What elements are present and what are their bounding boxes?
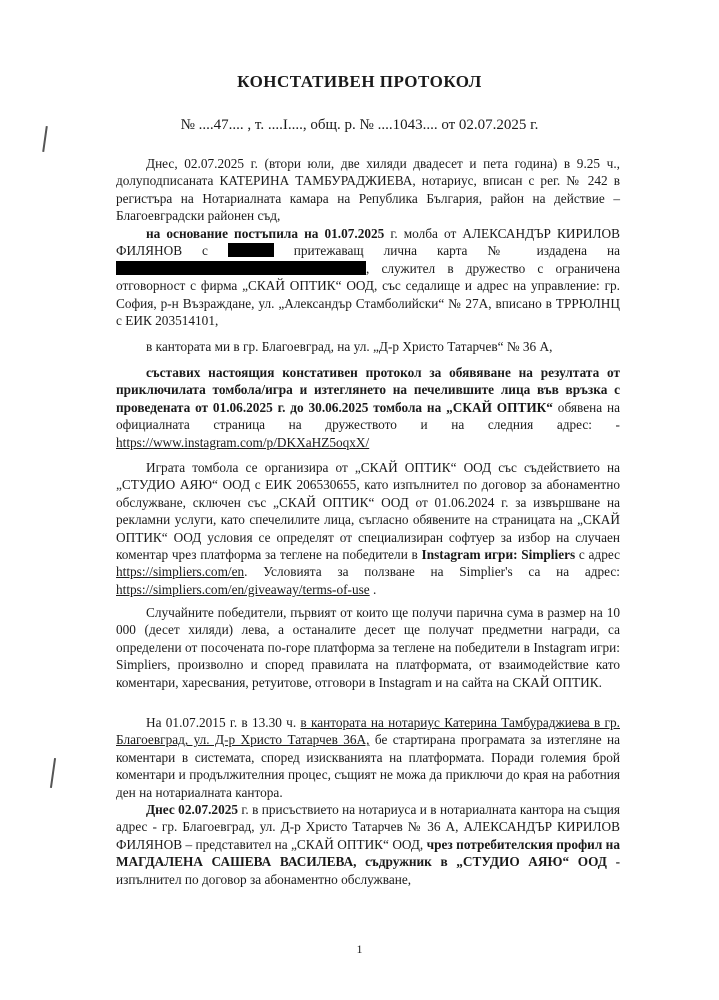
margin-pen-mark <box>50 758 56 788</box>
protocol-number-line: № ....47.... , т. ....I...., общ. р. № ....1043.... от 02.07.2025 г. <box>180 117 539 133</box>
page-number: 1 <box>356 942 363 956</box>
simpliers-link[interactable]: https://simpliers.com/en <box>116 564 245 580</box>
paragraph-3: в кантората ми в гр. Благоевград, на ул. „Д-р Христо Татарчев“ № 36 А, <box>146 339 553 354</box>
paragraph-5: Играта томбола се организира от „СКАЙ ОПТИК“ ООД със съдействието на „СТУДИО АЯЮ“ ООД с ЕИК 206530655, като изпълнител по договор за абонаментно обслужване, сключен със „СКАЙ ОПТИК“ ООД от 01.06.2024 г. за извършване на рекламни услуги, като спечелилите лица, съгласно обявените на страницата на „СКАЙ ОПТИК“ ООД условия се определят от специализиран софтуер за избор на случаен коментар чрез платформа за теглене на победители в Instagram игри: Simpliers с адрес https://simpliers.com/en. Условията за ползване на Simplier's са на адрес: https://simpliers.com/en/giveaway/terms-of-use . <box>116 460 620 597</box>
paragraph-2: на основание постъпила на 01.07.2025 г. молба от АЛЕКСАНДЪР КИРИЛОВ ФИЛЯНОВ с притежаващ лична карта № издадена на , служител в дружество с ограничена отговорност с фирма „СКАЙ ОПТИК“ ООД, със седалище и адрес на управление: гр. София, р-н Възраждане, ул. „Александър Стамболийски“ № 27А, вписано в ТРРЮЛНЦ с ЕИК 203514101, <box>116 226 620 329</box>
paragraph-4: съставих настоящия констативен протокол за обявяване на резултата от приключилата томбола/игра и изтеглянето на печелившите лица във връзка с проведената от 01.06.2025 г. до 30.06.2025 томбола на „СКАЙ ОПТИК“ обявена на официалната страница на дружеството и на следния адрес: - https://www.instagram.com/p/DKXaHZ5oqxX/ <box>116 365 620 450</box>
redacted-issue-data <box>116 261 366 275</box>
paragraph-8: Днес 02.07.2025 г. в присъствието на нотариуса и в нотариалната кантора на същия адрес - гр. Благоевград, ул. Д-р Христо Татарчев № 36 А, АЛЕКСАНДЪР КИРИЛОВ ФИЛЯНОВ – представител на „СКАЙ ОПТИК“ ООД, чрез потребителския профил на МАГДАЛЕНА САШЕВА ВАСИЛЕВА, съдружник в „СТУДИО АЯЮ“ ООД - изпълнител по договор за абонаментно обслужване, <box>116 802 620 887</box>
document-title: КОНСТАТИВЕН ПРОТОКОЛ <box>237 72 482 91</box>
paragraph-6: Случайните победители, първият от които ще получи парична сума в размер на 10 000 (десет хиляди) лева, а останалите десет ще получат предметни награди, са определени от посочената по-горе платформа за теглене на победители в Instagram игри: Simpliers, произволно и според правилата на платформата, от взаимодействие като коментари, харесвания, ретуитове, отговори в Instagram и на сайта на СКАЙ ОПТИК. <box>116 605 620 690</box>
instagram-link[interactable]: https://www.instagram.com/p/DKXaHZ5oqxX/ <box>116 434 370 450</box>
paragraph-1: Днес, 02.07.2025 г. (втори юли, две хиляди двадесет и пета година) в 9.25 ч., долуподписаната КАТЕРИНА ТАМБУРАДЖИЕВА, нотариус, вписан с рег. № 242 в регистъра на Нотариалната камара на Република България, район на действие – Благоевградски районен съд, <box>116 156 620 224</box>
terms-link[interactable]: https://simpliers.com/en/giveaway/terms-of-use <box>116 581 370 597</box>
basis-bold: на основание постъпила на 01.07.2025 <box>146 226 385 241</box>
paragraph-7: На 01.07.2015 г. в 13.30 ч. в кантората на нотариус Катерина Тамбураджиева в гр. Благоевград, ул. Д-р Христо Татарчев 36А, бе стартирана програмата за изтегляне на коментари в системата, според изискванията на платформата. Поради големия брой коментари и продължителния процес, същият не можа да приключи до края на работния ден на нотариалната кантора. <box>116 715 620 800</box>
redacted-egn <box>228 243 274 257</box>
